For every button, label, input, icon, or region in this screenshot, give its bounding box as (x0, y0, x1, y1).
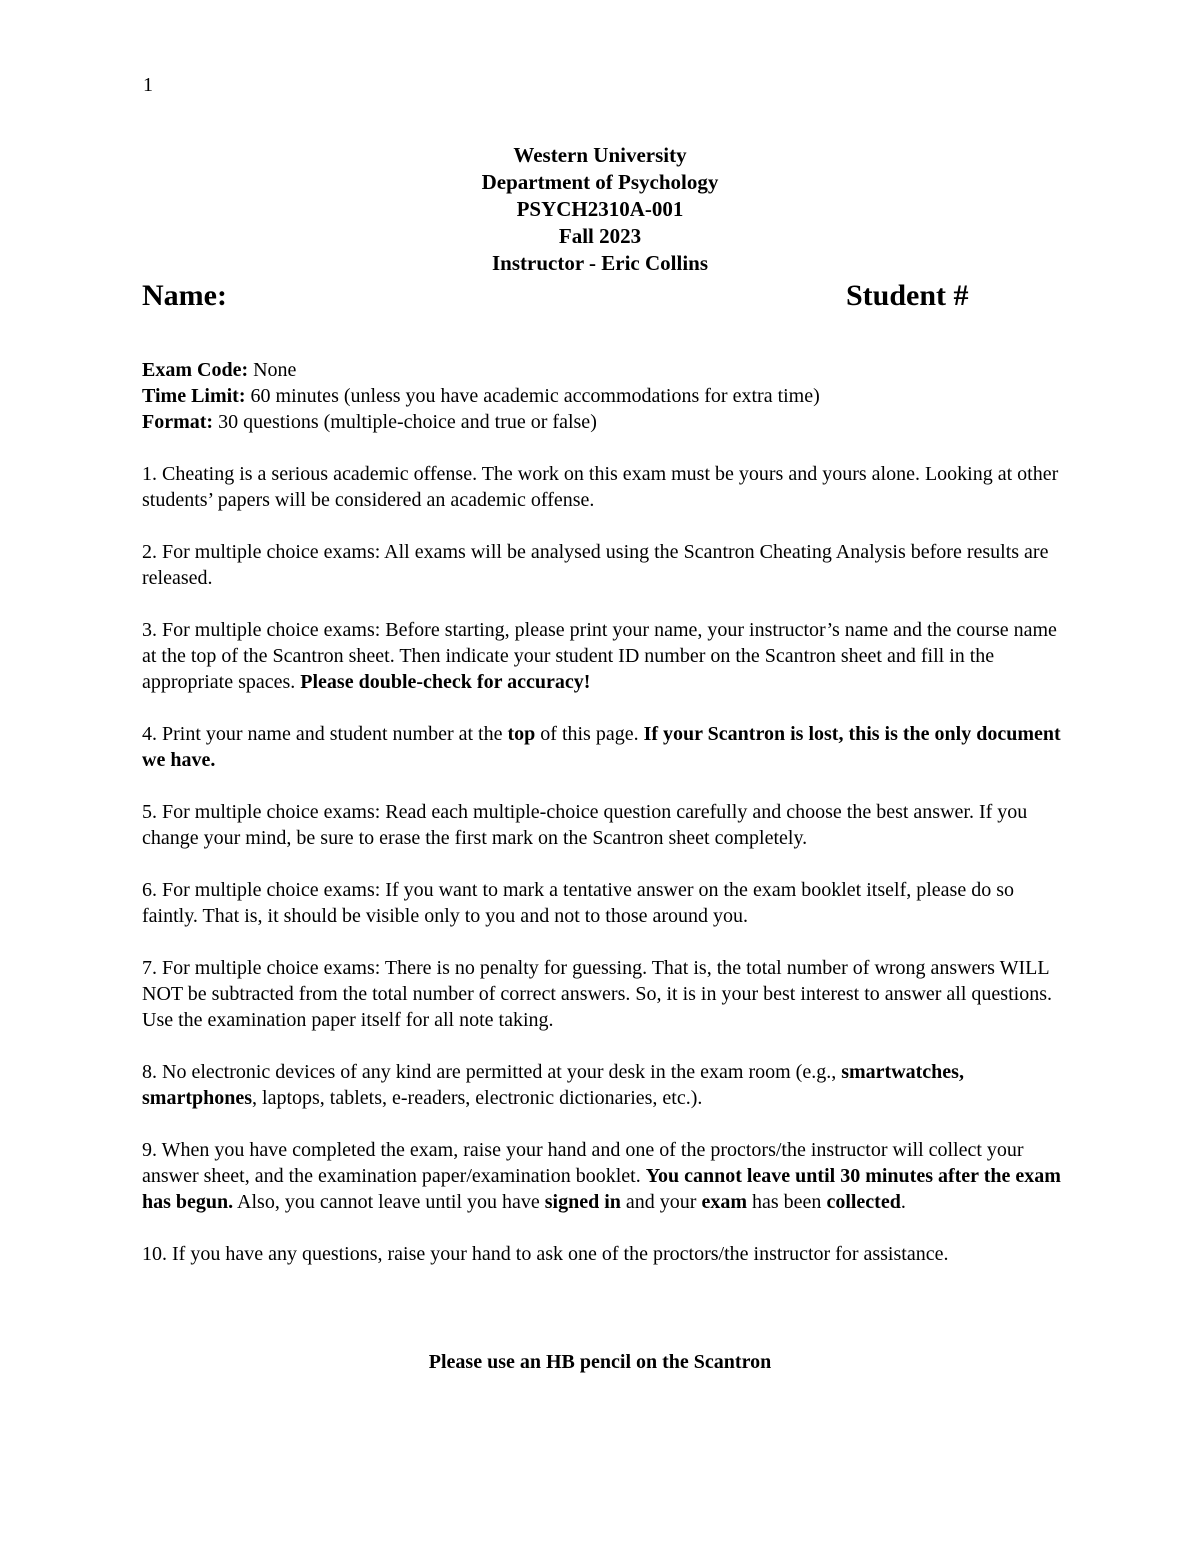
rule-9-emphasis-collected: collected (826, 1191, 901, 1213)
rule-9-emphasis-leave: You cannot leave until 30 minutes after the exam has begun. (142, 1165, 1061, 1213)
rule-9-text-e: . (900, 1191, 906, 1213)
rule-8-emphasis: smartwatches, smartphones (142, 1061, 964, 1109)
time-limit-label: Time Limit: (142, 385, 246, 407)
format-label: Format: (142, 411, 214, 433)
page-number: 1 (143, 74, 153, 96)
rule-2: 2. For multiple choice exams: All exams will be analysed using the Scantron Cheating Analysis before results are released. (142, 541, 1049, 589)
rule-3-emphasis: Please double-check for accuracy! (300, 671, 591, 693)
rule-8-text-b: , laptops, tablets, e-readers, electronic dictionaries, etc.). (252, 1087, 703, 1109)
rule-4-text-a: 4. Print your name and student number at the (142, 723, 508, 745)
exam-info (142, 357, 1062, 435)
name-label: Name: (142, 279, 227, 312)
rule-9-text-c: and your (620, 1191, 702, 1213)
instructor: Instructor - Eric Collins (491, 251, 709, 275)
rule-4-emphasis-top: top (507, 723, 536, 745)
student-number-label: Student # (846, 279, 969, 312)
time-limit-value: 60 minutes (unless you have academic accommodations for extra time) (245, 385, 820, 407)
rule-9-text-d: has been (747, 1191, 827, 1213)
exam-rules (142, 461, 1067, 1293)
exam-code-label: Exam Code: (142, 359, 249, 381)
exam-code-value: None (248, 359, 297, 381)
rule-9-emphasis-exam: exam (701, 1191, 748, 1213)
rule-9 (142, 1137, 1067, 1215)
rule-3-text: 3. For multiple choice exams: Before starting, please print your name, your instructor’s name and the course name at the top of the Scantron sheet. Then indicate your student ID number on the Scantron sheet and fill in the appropriate spaces. (142, 619, 1057, 693)
format-line (142, 409, 1062, 435)
format-value: 30 questions (multiple-choice and true or false) (213, 411, 597, 433)
time-limit-line (142, 383, 1062, 409)
university-name: Western University (513, 143, 687, 167)
rule-5: 5. For multiple choice exams: Read each multiple-choice question carefully and choose the best answer. If you change your mind, be sure to erase the first mark on the Scantron sheet completely. (142, 801, 1028, 849)
rule-9-text-a: 9. When you have completed the exam, raise your hand and one of the proctors/the instructor will collect your answer sheet, and the examination paper/examination booklet. (142, 1139, 1024, 1187)
department-name: Department of Psychology (481, 170, 719, 194)
rule-6: 6. For multiple choice exams: If you want to mark a tentative answer on the exam booklet itself, please do so faintly. That is, it should be visible only to you and not to those around you. (142, 879, 1014, 927)
course-code: PSYCH2310A-001 (516, 197, 684, 221)
rule-4-text-b: of this page. (535, 723, 644, 745)
rule-1: 1. Cheating is a serious academic offense. The work on this exam must be yours and yours alone. Looking at other students’ papers will be considered an academic offense. (142, 463, 1059, 511)
rule-8-text-a: 8. No electronic devices of any kind are permitted at your desk in the exam room (e.g., (142, 1061, 842, 1083)
rule-3 (142, 617, 1067, 695)
rule-9-emphasis-signed: signed in (544, 1191, 621, 1213)
rule-8 (142, 1059, 1067, 1111)
rule-4-emphasis-lost: If your Scantron is lost, this is the only document we have. (142, 723, 1061, 771)
exam-code-line (142, 357, 1062, 383)
pencil-note: Please use an HB pencil on the Scantron (428, 1351, 772, 1373)
rule-7: 7. For multiple choice exams: There is no penalty for guessing. That is, the total number of wrong answers WILL NOT be subtracted from the total number of correct answers. So, it is in your best interest to answer all questions. Use the examination paper itself for all note taking. (142, 957, 1052, 1031)
term: Fall 2023 (558, 224, 642, 248)
rule-10: 10. If you have any questions, raise your hand to ask one of the proctors/the instructor for assistance. (142, 1243, 949, 1265)
rule-4 (142, 721, 1067, 773)
exam-header (0, 142, 1200, 277)
rule-9-text-b: Also, you cannot leave until you have (233, 1191, 545, 1213)
